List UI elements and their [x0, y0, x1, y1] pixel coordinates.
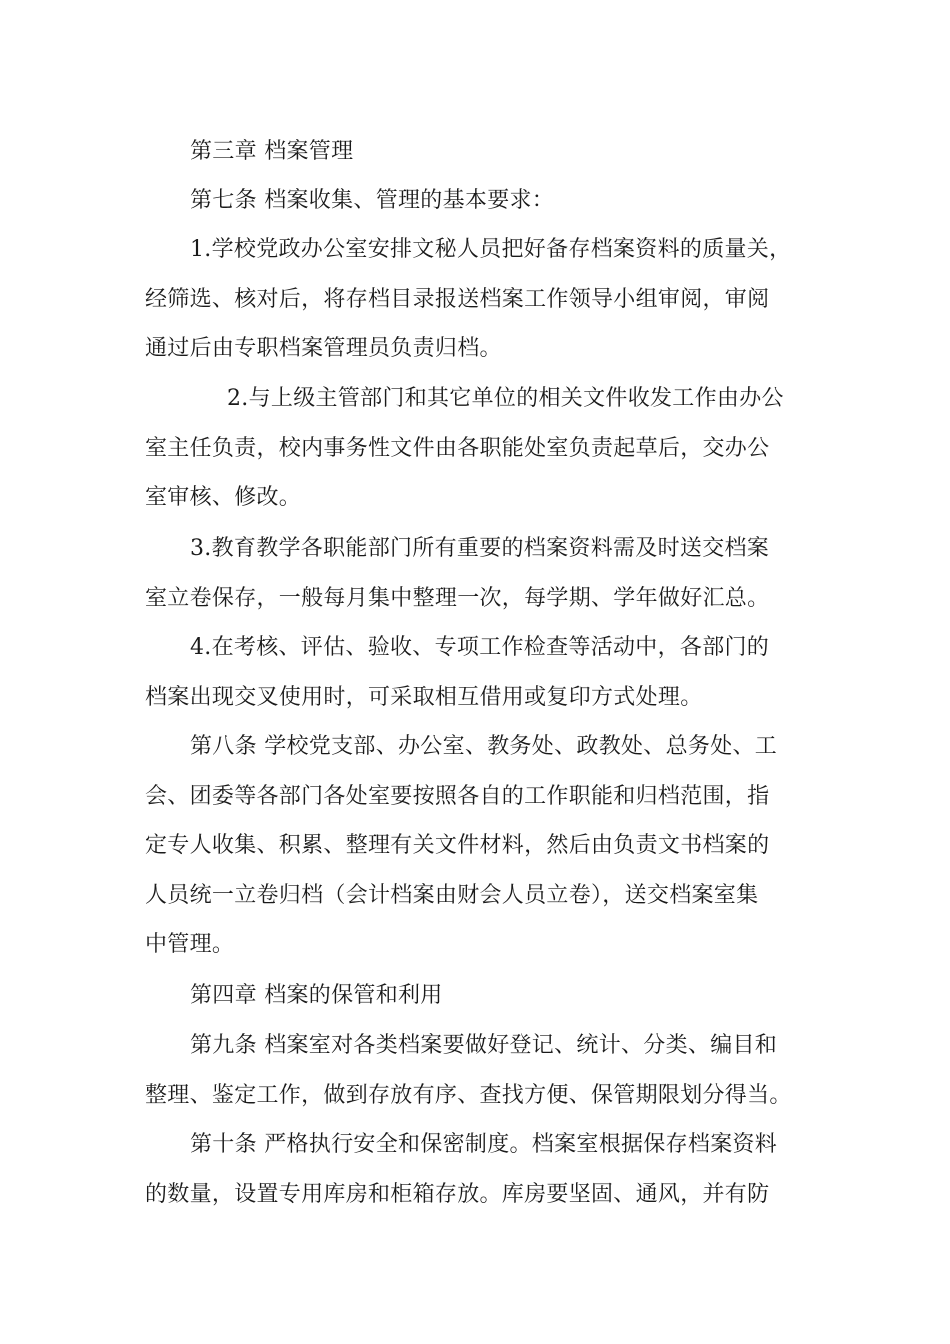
item-2-line: 室审核、修改。	[145, 485, 302, 510]
item-1-line: 1.学校党政办公室安排文秘人员把好备存档案资料的质量关，	[190, 237, 792, 262]
item-1-line: 经筛选、核对后，将存档目录报送档案工作领导小组审阅，审阅	[145, 286, 770, 312]
item-4-line: 档案出现交叉使用时，可采取相互借用或复印方式处理。	[145, 684, 703, 710]
chapter-3-line: 第三章 档案管理	[190, 139, 354, 164]
article-9-line: 第九条 档案室对各类档案要做好登记、统计、分类、编目和	[190, 1033, 778, 1058]
item-2-line: 室主任负责，校内事务性文件由各职能处室负责起草后，交办公	[145, 435, 770, 461]
article-8-line: 中管理。	[145, 932, 235, 957]
article-10-line: 的数量，设置专用库房和柜箱存放。库房要坚固、通风，并有防	[145, 1181, 770, 1207]
article-8-paragraph	[145, 722, 815, 970]
item-4-line: 4.在考核、评估、验收、专项工作检查等活动中，各部门的	[190, 635, 770, 660]
item-1-line: 通过后由专职档案管理员负责归档。	[145, 336, 502, 361]
article-10-line: 第十条 严格执行安全和保密制度。档案室根据保存档案资料	[190, 1132, 778, 1157]
item-3-line: 3.教育教学各职能部门所有重要的档案资料需及时送交档案	[190, 536, 770, 561]
article-8-line: 第八条 学校党支部、办公室、教务处、政教处、总务处、工	[190, 734, 778, 759]
item-3-line: 室立卷保存，一般每月集中整理一次，每学期、学年做好汇总。	[145, 585, 770, 611]
item-3-paragraph	[145, 524, 815, 623]
article-7-heading	[190, 176, 860, 226]
article-8-line: 人员统一立卷归档（会计档案由财会人员立卷），送交档案室集	[145, 882, 759, 908]
item-2-line: 2.与上级主管部门和其它单位的相关文件收发工作由办公	[227, 386, 784, 411]
chapter-3-heading	[190, 127, 860, 177]
article-7-line: 第七条 档案收集、管理的基本要求：	[190, 188, 555, 213]
article-8-line: 定专人收集、积累、整理有关文件材料，然后由负责文书档案的	[145, 833, 770, 858]
article-10-paragraph	[145, 1120, 815, 1219]
item-4-paragraph	[145, 623, 815, 722]
chapter-4-heading	[190, 971, 860, 1021]
chapter-4-line: 第四章 档案的保管和利用	[190, 983, 443, 1008]
article-9-paragraph	[145, 1021, 815, 1120]
item-2-paragraph	[145, 374, 815, 523]
item-1-paragraph	[145, 225, 815, 374]
article-8-line: 会、团委等各部门各处室要按照各自的工作职能和归档范围，指	[145, 783, 770, 809]
article-9-line: 整理、鉴定工作，做到存放有序、查找方便、保管期限划分得当。	[145, 1082, 792, 1108]
